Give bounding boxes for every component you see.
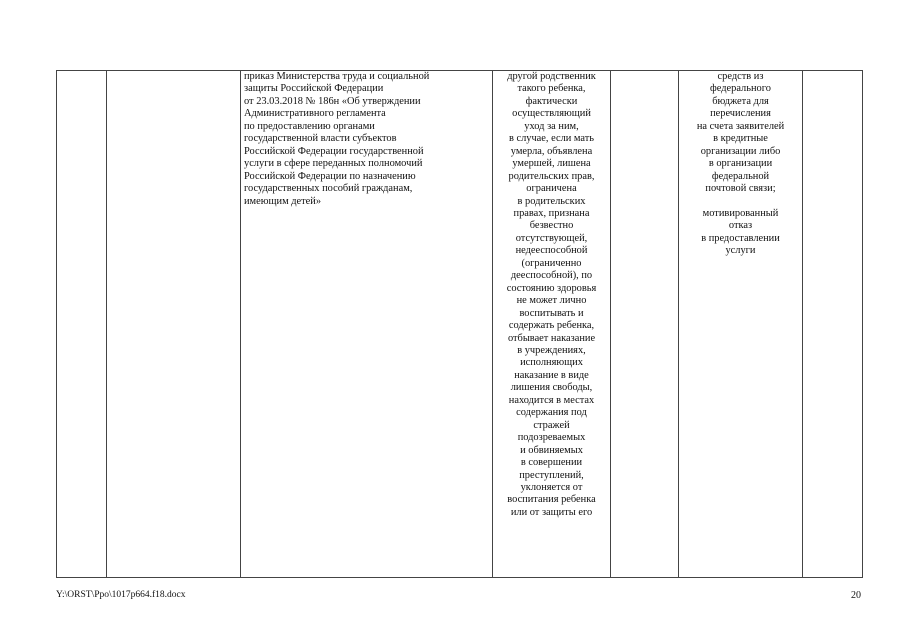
text-line: другой родственник [507,71,596,82]
table-cell-legal-basis [241,71,493,578]
text-line: исполняющих [520,357,583,369]
text-line: не может лично [516,295,587,307]
text-line: или от защиты его [510,506,593,518]
text-line: уход за ним, [524,120,579,132]
table-cell-empty [107,71,241,578]
text-line: перечисления [710,108,771,120]
text-line: имеющим детей» [244,195,322,207]
text-line: умершей, лишена [512,158,591,170]
text-line: осуществляющий [512,108,591,120]
text-line: недееспособной [515,245,588,257]
text-line: воспитания ребенка [507,494,596,506]
text-line: защиты Российской Федерации [244,83,384,95]
text-line: лишения свободы, [510,382,593,394]
table-cell-number [57,71,107,578]
text-line: наказание в виде [514,369,589,381]
text-line: услуги [725,245,756,257]
text-line: и обвиняемых [520,444,583,456]
recipients-text [493,71,610,519]
text-line: правах, признана [513,207,590,219]
text-line: в организации [708,158,773,170]
text-line: отказ [728,220,753,232]
text-line: средств из [717,71,764,82]
text-line: воспитывать и [519,307,584,319]
text-line: умерла, объявлена [510,145,593,157]
text-line: в учреждениях, [517,344,586,356]
text-line: (ограниченно [521,257,582,269]
document-table [56,70,863,578]
text-line: безвестно [529,220,574,232]
text-line: находится в местах [508,394,595,406]
text-line: фактически [525,95,578,107]
text-line: дееспособной), по [510,270,593,282]
text-line: отсутствующей, [515,232,588,244]
table-cell-result [679,71,803,578]
text-line: приказ Министерства труда и социальной [244,71,430,82]
text-line: отбывает наказание [507,332,596,344]
text-line [679,196,802,208]
text-line: в кредитные [713,133,768,145]
table-cell-recipients [493,71,611,578]
footer-file-path: Y:\ORST\Ppo\1017p664.f18.docx [56,590,186,600]
text-line: содержания под [516,407,587,419]
page-number: 20 [851,590,861,601]
text-line: федерального [710,83,771,95]
text-line: состоянию здоровья [506,282,597,294]
table-cell-empty-3 [803,71,863,578]
legal-basis-text [244,71,488,208]
text-line: бюджета для [712,95,769,107]
text-line: в случае, если мать [508,133,595,145]
text-line: Административного регламента [244,108,386,120]
text-line: на счета заявителей [696,120,785,132]
text-line: по предоставлению органами [244,120,375,132]
text-line: Российской Федерации по назначению [244,170,416,182]
text-line: федеральной [711,170,770,182]
text-line: мотивированный [702,207,779,219]
text-line: содержать ребенка, [508,320,595,332]
text-line: подозреваемых [517,432,586,444]
text-line: организации либо [700,145,781,157]
text-line: ограничена [526,183,577,195]
text-line: уклоняется от [520,481,583,493]
text-line: услуги в сфере переданных полномочий [244,158,423,170]
text-line: такого ребенка, [517,83,586,95]
text-line: почтовой связи; [705,183,776,195]
text-line: в совершении [520,457,583,469]
text-line: от 23.03.2018 № 186н «Об утверждении [244,95,421,107]
text-line: в родительских [517,195,586,207]
text-line: государственной власти субъектов [244,133,397,145]
text-line: преступлений, [519,469,584,481]
text-line: Российской Федерации государственной [244,145,424,157]
text-line: стражей [533,419,570,431]
text-line: в предоставлении [701,232,780,244]
table-cell-empty-2 [611,71,679,578]
text-line: родительских прав, [508,170,595,182]
text-line: государственных пособий гражданам, [244,183,413,195]
table-row [57,71,863,578]
result-text [679,71,802,258]
